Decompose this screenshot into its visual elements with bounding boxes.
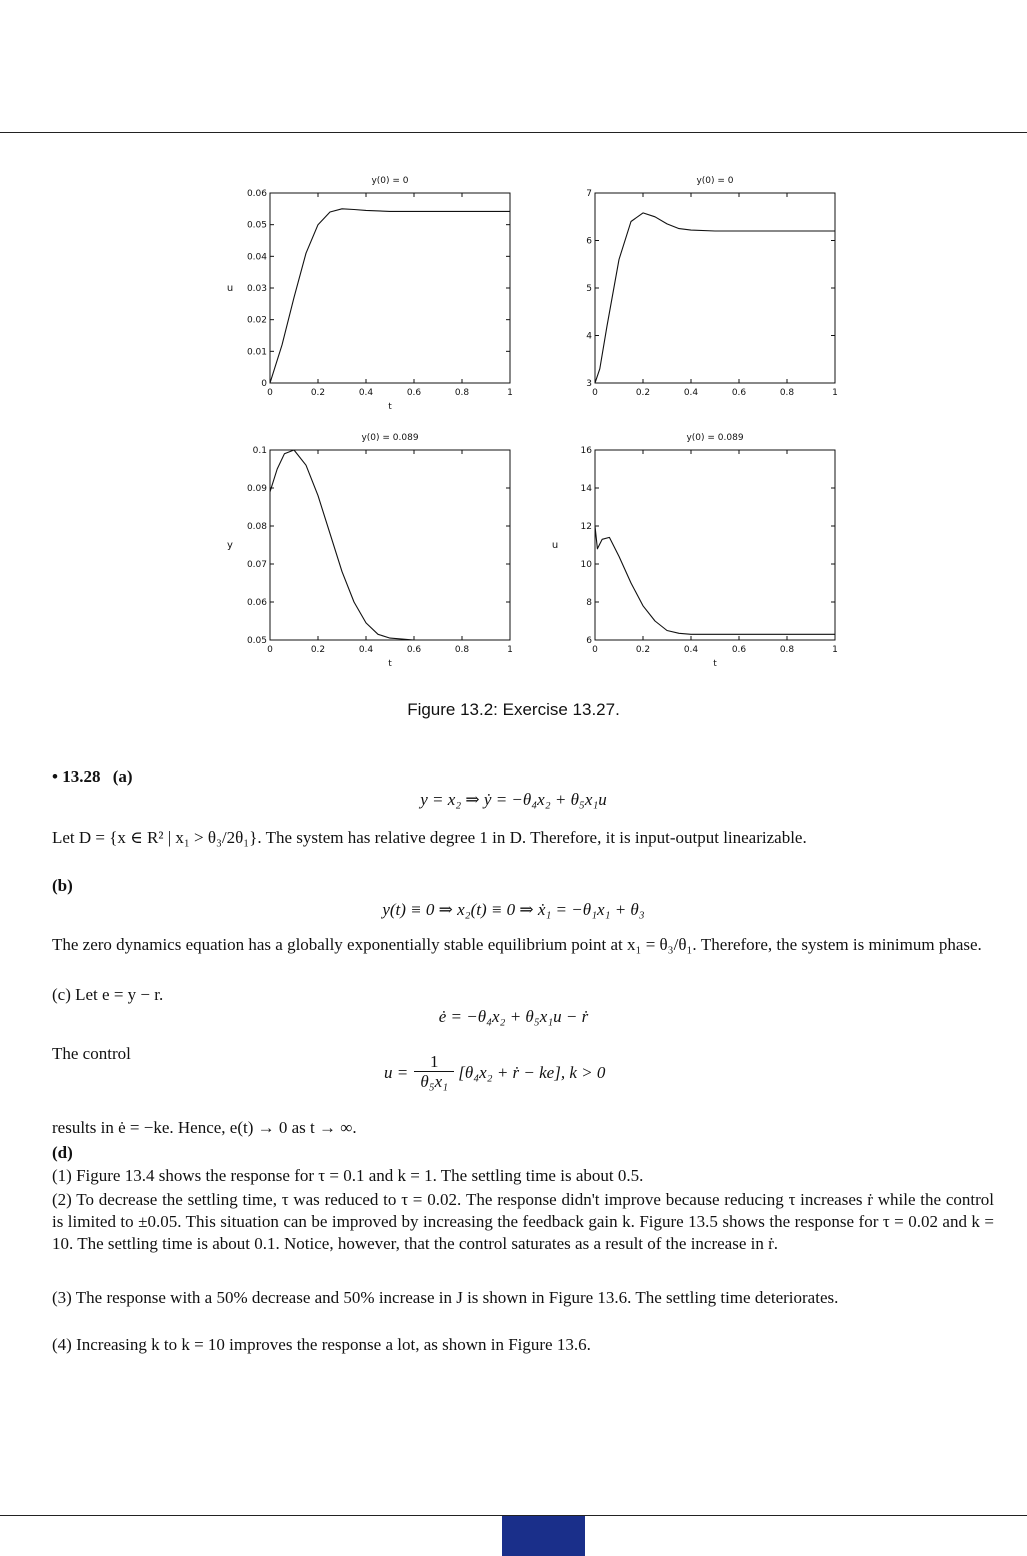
y-tick-label: 0.01 — [246, 347, 267, 358]
chart-svg — [540, 425, 840, 675]
exercise-part-a: (a) — [112, 767, 133, 786]
paragraph-d1: (1) Figure 13.4 shows the response for τ = 0.1 and k = 1. The settling time is about 0.5. — [52, 1166, 644, 1185]
paragraph-control: The control — [52, 1044, 131, 1063]
x-tick-label: 1 — [507, 645, 513, 655]
x-tick-label: 0 — [267, 645, 273, 655]
chart-title: y(0) = 0 — [696, 176, 734, 186]
x-tick-label: 0.2 — [635, 388, 651, 398]
plot-frame — [595, 450, 835, 640]
x-axis-label: t — [388, 402, 392, 412]
x-tick-label: 0.2 — [310, 645, 326, 655]
exercise-heading — [52, 766, 994, 788]
y-tick-label: 0.09 — [246, 484, 267, 494]
y-tick-label: 0.05 — [246, 636, 267, 646]
x-tick-label: 1 — [832, 645, 838, 655]
paragraph-c-result: results in ė = −ke. Hence, e(t) → 0 as t → ∞. — [52, 1118, 357, 1137]
plot-u-y0-zero — [215, 168, 515, 418]
x-tick-label: 0.6 — [731, 388, 747, 398]
x-axis-label: t — [388, 659, 392, 669]
x-tick-label: 1 — [507, 388, 513, 398]
equation-control — [384, 1053, 605, 1092]
series-line — [270, 450, 510, 640]
equation-control-rhs: [θ₄x₂ + ṙ − ke], k > 0 — [458, 1062, 606, 1082]
y-tick-label: 14 — [580, 484, 592, 494]
y-tick-label: 0.06 — [246, 189, 267, 199]
series-line — [270, 209, 510, 383]
chart-svg — [215, 168, 515, 418]
paragraph-b: The zero dynamics equation has a globally exponentially stable equilibrium point at x₁ = θ₃/θ₁. Therefore, the system is minimum phase. — [52, 935, 982, 954]
exercise-number: • 13.28 — [52, 767, 101, 786]
y-tick-label: 0 — [261, 379, 267, 389]
y-axis-label: y — [227, 540, 233, 551]
y-tick-label: 12 — [580, 522, 592, 532]
series-line — [595, 526, 835, 634]
x-tick-label: 0.8 — [779, 645, 795, 655]
y-tick-label: 0.07 — [246, 560, 267, 570]
chart-title: y(0) = 0 — [371, 176, 409, 186]
chart-title: y(0) = 0.089 — [361, 433, 419, 443]
y-tick-label: 0.03 — [246, 284, 267, 294]
x-tick-label: 0.4 — [683, 645, 699, 655]
x-tick-label: 0.6 — [406, 645, 422, 655]
plot-u-y0-0089 — [540, 425, 840, 675]
y-tick-label: 6 — [586, 236, 592, 247]
x-tick-label: 0.2 — [310, 388, 326, 398]
figure-caption: Figure 13.2: Exercise 13.27. — [407, 700, 620, 719]
x-tick-label: 0 — [592, 645, 598, 655]
y-tick-label: 4 — [586, 331, 592, 342]
chart-svg — [215, 425, 515, 675]
x-tick-label: 0.8 — [779, 388, 795, 398]
header-rule — [0, 132, 1027, 133]
paragraph-a: Let D = {x ∈ R² | x₁ > θ₃/2θ₁}. The system has relative degree 1 in D. Therefore, it is input-output linearizable. — [52, 828, 807, 847]
y-tick-label: 7 — [586, 189, 592, 199]
y-tick-label: 0.08 — [246, 522, 267, 532]
paragraph-d3: (3) The response with a 50% decrease and 50% increase in J is shown in Figure 13.6. The settling time deteriorates. — [52, 1288, 839, 1307]
series-line — [595, 213, 835, 383]
fraction-numerator: 1 — [429, 1052, 439, 1071]
x-tick-label: 0.4 — [683, 388, 699, 398]
x-tick-label: 0 — [267, 388, 273, 398]
equation-a: y = x₂ ⇒ ẏ = −θ₄x₂ + θ₅x₁u — [420, 790, 607, 809]
x-tick-label: 0.4 — [358, 388, 374, 398]
y-tick-label: 16 — [580, 446, 592, 456]
equation-b: y(t) ≡ 0 ⇒ x₂(t) ≡ 0 ⇒ ẋ₁ = −θ₁x₁ + θ₃ — [382, 900, 645, 919]
plot-u-y0-zero-right — [540, 168, 840, 418]
equation-control-lhs: u = — [384, 1062, 409, 1082]
chart-title: y(0) = 0.089 — [686, 433, 744, 443]
y-tick-label: 0.02 — [246, 315, 267, 326]
x-tick-label: 1 — [832, 388, 838, 398]
part-d-label: (d) — [52, 1143, 73, 1162]
equation-c: ė = −θ₄x₂ + θ₅x₁u − ṙ — [438, 1007, 589, 1026]
y-tick-label: 0.06 — [246, 598, 267, 608]
paragraph-d4: (4) Increasing k to k = 10 improves the response a lot, as shown in Figure 13.6. — [52, 1335, 591, 1354]
y-tick-label: 0.1 — [252, 446, 267, 456]
y-tick-label: 5 — [586, 284, 592, 294]
paragraph-d2: (2) To decrease the settling time, τ was reduced to τ = 0.02. The response didn't improve because reducing τ increases ṙ while the control is limited to ±0.05. This situation can be improved by increasing the feedback gain k. Figure 13.5 shows the response for τ = 0.02 and k = 10. The settling time is about 0.1. Notice, however, that the control saturates as a result of the increase in ṙ. — [52, 1190, 994, 1253]
x-tick-label: 0.8 — [454, 645, 470, 655]
part-b-label: (b) — [52, 876, 73, 895]
x-tick-label: 0.2 — [635, 645, 651, 655]
y-tick-label: 0.05 — [246, 220, 267, 231]
y-tick-label: 8 — [586, 598, 592, 608]
page-tab — [502, 1516, 585, 1556]
part-c-label: (c) Let e = y − r. — [52, 985, 164, 1004]
x-tick-label: 0 — [592, 388, 598, 398]
y-tick-label: 6 — [586, 636, 592, 646]
plot-y-y0-0089 — [215, 425, 515, 675]
y-tick-label: 0.04 — [246, 252, 267, 263]
plot-frame — [270, 450, 510, 640]
x-tick-label: 0.6 — [406, 388, 422, 398]
y-tick-label: 10 — [580, 560, 592, 570]
y-axis-label: u — [226, 283, 234, 294]
x-tick-label: 0.6 — [731, 645, 747, 655]
x-tick-label: 0.4 — [358, 645, 374, 655]
plot-frame — [270, 193, 510, 383]
equation-control-fraction — [414, 1053, 454, 1092]
x-tick-label: 0.8 — [454, 388, 470, 398]
y-tick-label: 3 — [586, 379, 592, 389]
y-axis-label: u — [551, 540, 559, 551]
x-axis-label: t — [713, 659, 717, 669]
fraction-denominator: θ₅x₁ — [420, 1072, 449, 1091]
chart-svg — [540, 168, 840, 418]
